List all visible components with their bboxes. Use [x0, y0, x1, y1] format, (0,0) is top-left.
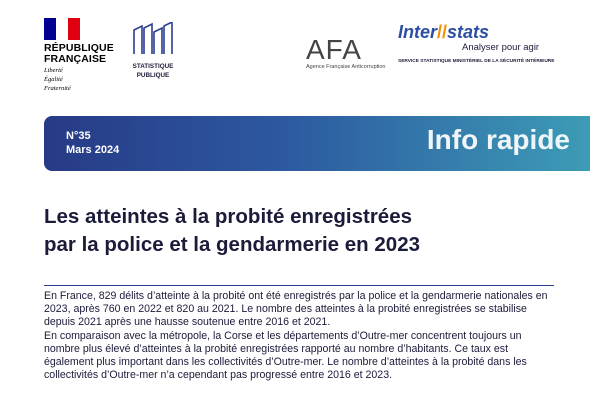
stat-publique-line1: STATISTIQUE [132, 63, 174, 70]
stat-publique-line2: PUBLIQUE [136, 72, 170, 79]
interstats-part1: Inter [398, 22, 438, 42]
interstats-logo [398, 22, 558, 65]
afa-logo [306, 36, 396, 70]
summary-text [44, 290, 556, 384]
banner-title: Info rapide [426, 124, 570, 155]
republique-francaise-logo [44, 18, 124, 92]
motto-fraternite: Fraternité [44, 85, 71, 92]
headline-line2: par la police et la gendarmerie en 2023 [44, 233, 421, 256]
motto-liberte: Liberté [44, 67, 63, 74]
republique-line2: FRANÇAISE [44, 53, 107, 65]
statistique-publique-logo [130, 22, 176, 79]
afa-subtitle: Agence Française Anticorruption [306, 64, 386, 70]
statistique-publique-icon [130, 22, 176, 56]
page-title [44, 203, 564, 259]
divider [44, 285, 554, 286]
afa-name: AFA [306, 34, 362, 65]
motto-egalite: Égalité [44, 76, 63, 83]
marianne-flag-icon [44, 18, 80, 40]
info-rapide-banner [44, 116, 590, 171]
republique-line1: RÉPUBLIQUE [44, 42, 114, 54]
issue-date: Mars 2024 [66, 144, 120, 156]
interstats-service: SERVICE STATISTIQUE MINISTÉRIEL DE LA SÉCURITÉ INTÉRIEURE [398, 59, 555, 64]
interstats-wordmark [398, 22, 558, 42]
interstats-tagline: Analyser pour agir [462, 42, 540, 53]
issue-info [66, 129, 119, 157]
interstats-part2: stats [447, 22, 490, 42]
issue-number: N°35 [66, 130, 91, 142]
paragraph-1: En France, 829 délits d’atteinte à la probité ont été enregistrés par la police et la gendarmerie nationales en 2023, après 760 en 2022 et 820 au 2021. Le nombre des atteintes à la probité enregistrées se stabilise depuis 2021 après une hausse soutenue entre 2016 et 2021. [44, 290, 548, 328]
headline-line1: Les atteintes à la probité enregistrées [44, 205, 412, 228]
paragraph-2: En comparaison avec la métropole, la Corse et les départements d’Outre-mer concentrent toujours un nombre plus élevé d’atteintes à la probité enregistrées rapporté au nombre d’habitants. Ce taux est également plus important dans les collectivités d’Outre-mer. Le nombre d’atteintes à la probité dans les collectivités d’Outre-mer n’a cependant pas progressé entre 2016 et 2023. [44, 330, 527, 381]
slash-icon: // [437, 22, 448, 42]
